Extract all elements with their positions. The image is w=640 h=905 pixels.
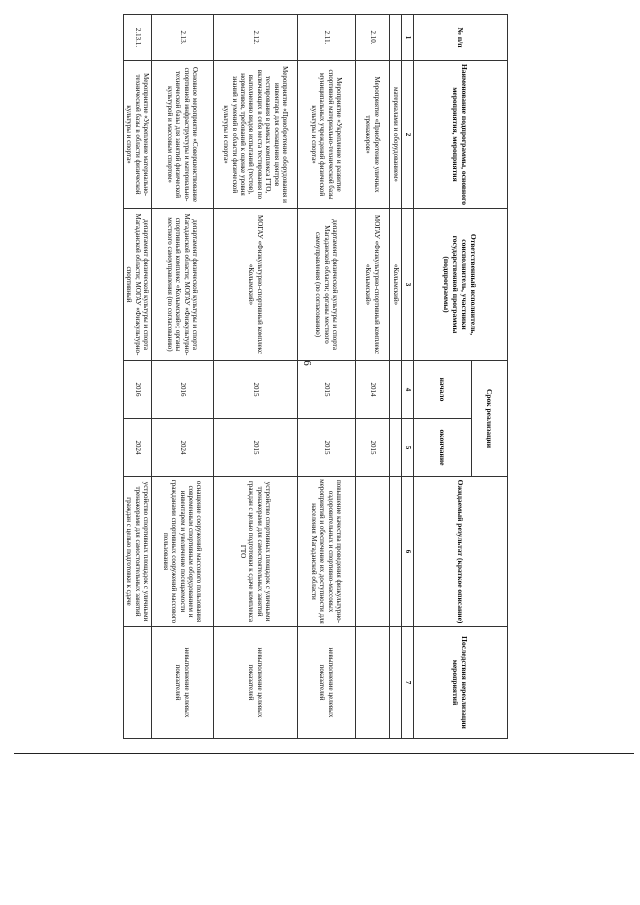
row-consequences bbox=[356, 627, 390, 739]
row-consequences: невыполнение целевых показателей bbox=[298, 627, 356, 739]
header-executor: Ответственный исполнитель, соисполнитель, участники государственной программы (подпрограммы) bbox=[414, 209, 508, 361]
row-executor: МОГАУ «Физкультурно-спортивный комплекс «Колымский» bbox=[356, 209, 390, 361]
row-consequences bbox=[123, 627, 151, 739]
column-number: 5 bbox=[402, 419, 414, 477]
table-row bbox=[214, 15, 298, 739]
table-row bbox=[356, 15, 390, 739]
header-name: Наименование подпрограммы, основного мероприятия, мероприятия bbox=[414, 61, 508, 209]
row-start: 2016 bbox=[152, 361, 214, 419]
row-result: устройство спортивных площадок с уличными тренажерами для самостоятельных занятий граждан с целью подготовки к сдаче комплекса ГТО bbox=[214, 477, 298, 627]
header-start: начало bbox=[414, 361, 472, 419]
row-name: Мероприятие «Приобретение оборудования и инвентаря для оснащения центров тестирования в рамках комплекса ГТО, включающих в себя места тестирования по выполнению видов испытаний (тестов), нормативов, требований к оценке уровня знаний и умений в области физической культуры и спорта» bbox=[214, 61, 298, 209]
row-end: 2015 bbox=[356, 419, 390, 477]
column-number-row bbox=[402, 15, 414, 739]
row-end: 2015 bbox=[298, 419, 356, 477]
row-result: повышение качества проведения физкультурно-оздоровительных и спортивно-массовых мероприятий и обеспечение их доступности для населения Магаданской области bbox=[298, 477, 356, 627]
row-start: 2016 bbox=[123, 361, 151, 419]
table-row bbox=[152, 15, 214, 739]
column-number: 7 bbox=[402, 627, 414, 739]
row-end bbox=[390, 419, 402, 477]
row-start: 2014 bbox=[356, 361, 390, 419]
row-num: 2.13. bbox=[152, 15, 214, 61]
row-result: оснащение сооружений массового пользования современным спортивным оборудованием и инвентарем и увеличение посещаемости гражданами спортивных сооружений массового пользования bbox=[152, 477, 214, 627]
page-number: 6 bbox=[300, 360, 313, 366]
table-row bbox=[390, 15, 402, 739]
row-name: Мероприятие «Приобретение уличных тренажеров» bbox=[356, 61, 390, 209]
program-measures-table bbox=[123, 14, 508, 739]
table-row bbox=[298, 15, 356, 739]
row-executor: департамент физической культуры и спорта Магаданской области; МОГАУ «Физкультурно-спортивный комплекс «Колымский»; органы местного самоуправления (по согласованию) bbox=[152, 209, 214, 361]
row-result bbox=[356, 477, 390, 627]
row-num: 2.12. bbox=[214, 15, 298, 61]
row-num: 2.10. bbox=[356, 15, 390, 61]
row-executor: департамент физической культуры и спорта Магаданской области; МОГАУ «Физкультурно-спортивный bbox=[123, 209, 151, 361]
row-executor: МОГАУ «Физкультурно-спортивный комплекс «Колымский» bbox=[214, 209, 298, 361]
row-executor: департамент физической культуры и спорта Магаданской области; органы местного самоуправления (по согласованию) bbox=[298, 209, 356, 361]
header-result: Ожидаемый результат (краткое описание) bbox=[414, 477, 508, 627]
row-name: Мероприятие «Укрепление и развитие спортивной материально-технической базы муниципальных учреждений физической культуры и спорта» bbox=[298, 61, 356, 209]
header-num: № п/п bbox=[414, 15, 508, 61]
page-divider bbox=[14, 753, 634, 754]
row-num bbox=[390, 15, 402, 61]
column-number: 4 bbox=[402, 361, 414, 419]
row-name: Мероприятие «Укрепление материально-технической базы в области физической культуры и спорта» bbox=[123, 61, 151, 209]
column-number: 2 bbox=[402, 61, 414, 209]
row-end: 2024 bbox=[123, 419, 151, 477]
row-start bbox=[390, 361, 402, 419]
row-num: 2.13.1. bbox=[123, 15, 151, 61]
row-consequences bbox=[390, 627, 402, 739]
column-number: 1 bbox=[402, 15, 414, 61]
row-consequences: невыполнение целевых показателей bbox=[214, 627, 298, 739]
row-result bbox=[390, 477, 402, 627]
program-table-wrapper bbox=[125, 14, 508, 738]
row-start: 2015 bbox=[214, 361, 298, 419]
header-consequences: Последствия нереализации мероприятий bbox=[414, 627, 508, 739]
row-name: Основное мероприятие «Совершенствование спортивной инфраструктуры и материально-технической базы для занятий физической культурой и массовым спортом» bbox=[152, 61, 214, 209]
table-row bbox=[123, 15, 151, 739]
header-period: Срок реализации bbox=[472, 361, 508, 477]
row-start: 2015 bbox=[298, 361, 356, 419]
header-end: окончание bbox=[414, 419, 472, 477]
row-num: 2.11. bbox=[298, 15, 356, 61]
row-end: 2015 bbox=[214, 419, 298, 477]
row-result: устройство спортивных площадок с уличными тренажерами для самостоятельных занятий граждан с целью подготовки к сдаче bbox=[123, 477, 151, 627]
row-name: материалами и оборудованием» bbox=[390, 61, 402, 209]
row-consequences: невыполнение целевых показателей bbox=[152, 627, 214, 739]
row-end: 2024 bbox=[152, 419, 214, 477]
column-number: 6 bbox=[402, 477, 414, 627]
column-number: 3 bbox=[402, 209, 414, 361]
row-executor: «Колымский» bbox=[390, 209, 402, 361]
